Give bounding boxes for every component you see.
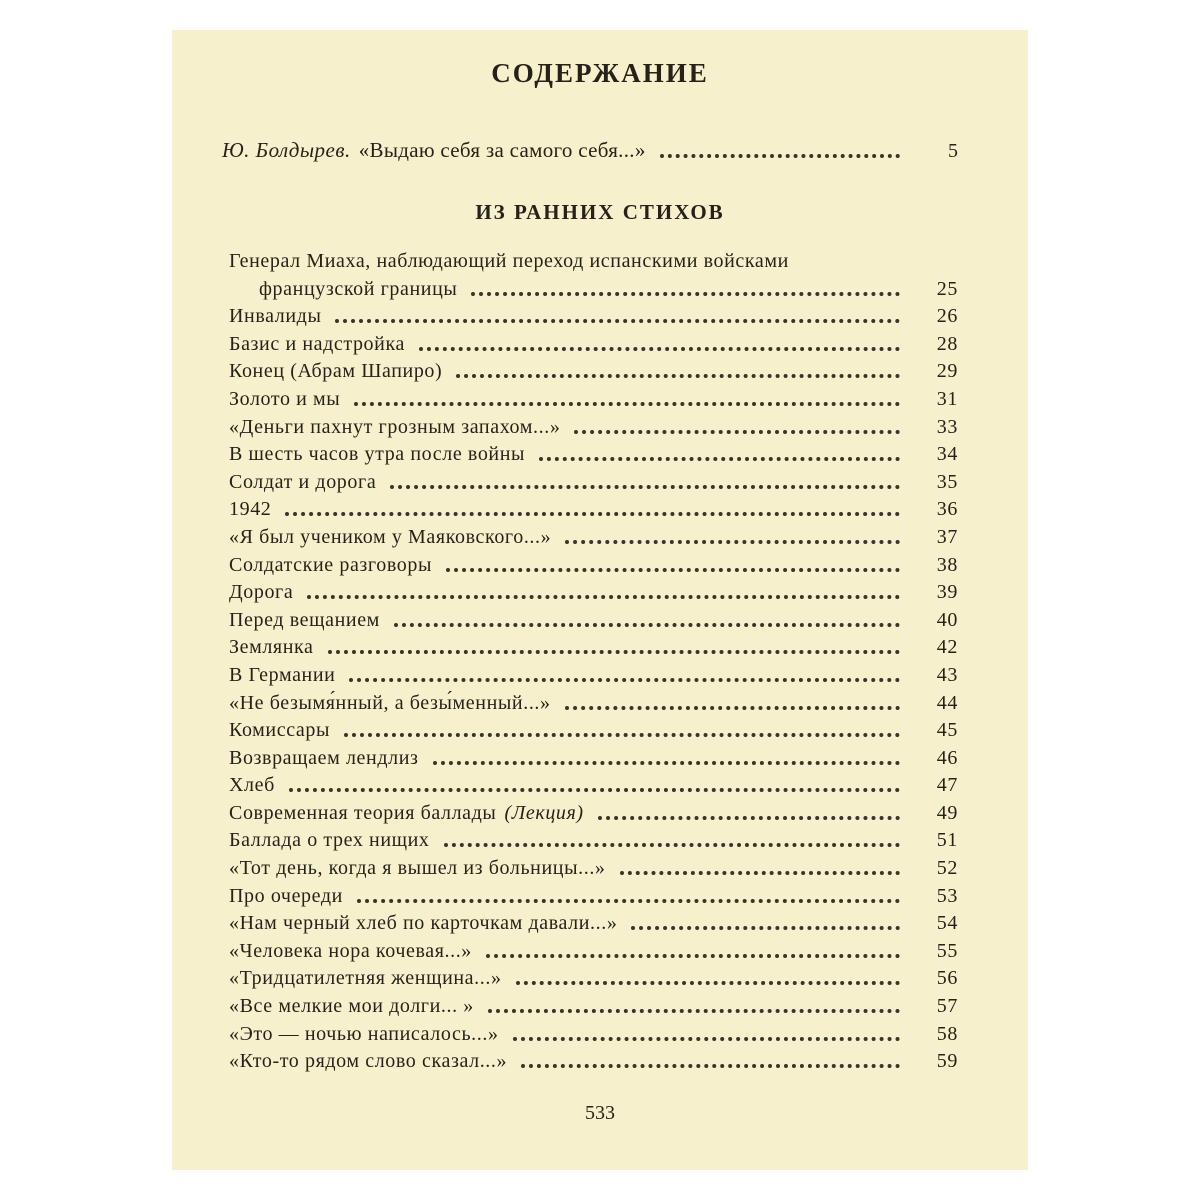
dot-leader xyxy=(486,954,900,958)
toc-entry-title: В шесть часов утра после войны xyxy=(229,443,526,466)
toc-entry xyxy=(229,246,958,273)
dot-leader xyxy=(539,457,900,461)
toc-entry-title: Землянка xyxy=(229,636,314,659)
dot-leader xyxy=(354,402,900,406)
toc-entry-page: 53 xyxy=(936,884,958,907)
intro-page-number: 5 xyxy=(948,140,958,162)
toc-entry-title: Комиссары xyxy=(229,719,331,742)
dot-leader xyxy=(328,650,900,654)
dot-leader xyxy=(344,733,900,737)
dot-leader xyxy=(565,540,900,544)
toc-entry-page: 43 xyxy=(936,663,958,686)
toc-entry xyxy=(229,577,958,605)
toc-entry-page: 39 xyxy=(936,581,958,604)
toc-entry-page: 56 xyxy=(936,967,958,990)
toc-entry xyxy=(229,521,958,549)
toc-entry-title: «Человека нора кочевая...» xyxy=(229,939,472,962)
dot-leader xyxy=(620,871,900,875)
toc-entry-title: «Кто-то рядом слово сказал...» xyxy=(229,1050,508,1073)
toc-entry-page: 25 xyxy=(936,277,958,300)
dot-leader xyxy=(444,843,900,847)
toc-entry-title: «Тридцатилетняя женщина...» xyxy=(229,967,502,990)
toc-entry xyxy=(229,880,958,908)
toc-entry-title: Конец (Абрам Шапиро) xyxy=(229,360,443,383)
toc-entry-title: французской границы xyxy=(259,277,458,300)
toc-entry xyxy=(229,687,958,715)
dot-leader xyxy=(521,1064,900,1068)
toc-entry xyxy=(229,990,958,1018)
toc-entry-title: «Я был учеником у Маяковского...» xyxy=(229,525,552,548)
toc-entry-title: Золото и мы xyxy=(229,387,341,410)
toc-entry xyxy=(229,908,958,936)
page-number: 533 xyxy=(585,1102,615,1124)
dot-leader xyxy=(394,623,900,627)
toc-entry xyxy=(229,604,958,632)
toc-entry xyxy=(229,383,958,411)
toc-entry-title: Хлеб xyxy=(229,774,275,797)
dot-leader xyxy=(335,319,900,323)
dot-leader xyxy=(456,374,900,378)
toc-entry-subtitle: (Лекция) xyxy=(504,801,584,824)
toc-entry xyxy=(229,632,958,660)
toc-entry xyxy=(229,494,958,522)
toc-entry-page: 40 xyxy=(936,608,958,631)
dot-leader xyxy=(307,595,900,599)
toc-entry xyxy=(229,273,958,301)
toc-entry-page: 54 xyxy=(936,912,958,935)
toc-entry-title: «Все мелкие мои долги... » xyxy=(229,995,474,1018)
book-page xyxy=(172,30,1028,1170)
toc-entry-page: 59 xyxy=(936,1050,958,1073)
toc-list xyxy=(229,246,958,1073)
toc-entry-page: 58 xyxy=(936,1022,958,1045)
toc-entry-page: 38 xyxy=(936,553,958,576)
toc-entry xyxy=(229,935,958,963)
toc-entry xyxy=(229,411,958,439)
toc-entry xyxy=(229,825,958,853)
toc-entry-page: 49 xyxy=(936,801,958,824)
dot-leader xyxy=(513,1037,900,1041)
toc-entry-title: Генерал Миаха, наблюдающий переход испанскими войсками xyxy=(229,250,789,272)
toc-entry xyxy=(229,328,958,356)
toc-entry xyxy=(229,356,958,384)
toc-entry xyxy=(229,466,958,494)
toc-entry-page: 35 xyxy=(936,470,958,493)
toc-entry xyxy=(229,852,958,880)
toc-entry-page: 52 xyxy=(936,857,958,880)
toc-entry-page: 47 xyxy=(936,774,958,797)
toc-entry-page: 45 xyxy=(936,719,958,742)
dot-leader xyxy=(565,706,900,710)
toc-entry-page: 36 xyxy=(936,498,958,521)
intro-entry xyxy=(222,138,958,163)
toc-entry-page: 37 xyxy=(936,525,958,548)
toc-entry-page: 51 xyxy=(936,829,958,852)
toc-entry xyxy=(229,439,958,467)
toc-entry-page: 55 xyxy=(936,939,958,962)
toc-entry xyxy=(229,742,958,770)
toc-entry-title: Базис и надстройка xyxy=(229,332,405,355)
toc-entry-title: Современная теория баллады xyxy=(229,801,497,824)
toc-entry-title: Инвалиды xyxy=(229,305,322,328)
dot-leader xyxy=(598,816,900,820)
toc-entry-title: Перед вещанием xyxy=(229,608,380,631)
toc-entry-title: Баллада о трех нищих xyxy=(229,829,430,852)
toc-entry-page: 34 xyxy=(936,443,958,466)
dot-leader xyxy=(357,899,900,903)
dot-leader xyxy=(660,154,900,158)
dot-leader xyxy=(446,568,900,572)
dot-leader xyxy=(349,678,900,682)
toc-entry xyxy=(229,963,958,991)
toc-entry-page: 29 xyxy=(936,360,958,383)
toc-entry-page: 26 xyxy=(936,305,958,328)
toc-entry-title: Дорога xyxy=(229,581,294,604)
dot-leader xyxy=(390,485,900,489)
toc-entry-page: 31 xyxy=(936,387,958,410)
intro-title: «Выдаю себя за самого себя...» xyxy=(358,138,646,162)
toc-entry-title: В Германии xyxy=(229,663,336,686)
toc-entry-page: 46 xyxy=(936,746,958,769)
toc-entry-title: Солдатские разговоры xyxy=(229,553,432,576)
intro-author: Ю. Болдырев. xyxy=(222,138,351,162)
toc-entry xyxy=(229,715,958,743)
dot-leader xyxy=(574,430,900,434)
toc-entry-title: Про очереди xyxy=(229,884,343,907)
toc-entry-title: «Это — ночью написалось...» xyxy=(229,1022,499,1045)
dot-leader xyxy=(631,926,900,930)
dot-leader xyxy=(516,981,900,985)
contents-title: СОДЕРЖАНИЕ xyxy=(491,58,709,88)
dot-leader xyxy=(289,788,900,792)
toc-entry-page: 33 xyxy=(936,415,958,438)
dot-leader xyxy=(419,347,900,351)
toc-entry-page: 28 xyxy=(936,332,958,355)
dot-leader xyxy=(285,512,900,516)
toc-entry-title: «Не безымя́нный, а безы́менный...» xyxy=(229,691,551,714)
toc-entry xyxy=(229,301,958,329)
toc-entry-page: 57 xyxy=(936,995,958,1018)
toc-entry-title: 1942 xyxy=(229,498,272,521)
toc-entry-title: Солдат и дорога xyxy=(229,470,377,493)
toc-entry xyxy=(229,770,958,798)
toc-entry-title: «Тот день, когда я вышел из больницы...» xyxy=(229,857,606,880)
toc-entry xyxy=(229,797,958,825)
toc-entry-page: 42 xyxy=(936,636,958,659)
toc-entry xyxy=(229,659,958,687)
toc-entry-title: «Деньги пахнут грозным запахом...» xyxy=(229,415,561,438)
toc-entry-page: 44 xyxy=(936,691,958,714)
toc-entry xyxy=(229,549,958,577)
section-title: ИЗ РАННИХ СТИХОВ xyxy=(475,200,725,224)
dot-leader xyxy=(433,761,901,765)
toc-entry xyxy=(229,1046,958,1074)
dot-leader xyxy=(488,1009,900,1013)
toc-entry-title: Возвращаем лендлиз xyxy=(229,746,419,769)
dot-leader xyxy=(471,292,900,296)
toc-entry-title: «Нам черный хлеб по карточкам давали...» xyxy=(229,912,618,935)
toc-entry xyxy=(229,1018,958,1046)
